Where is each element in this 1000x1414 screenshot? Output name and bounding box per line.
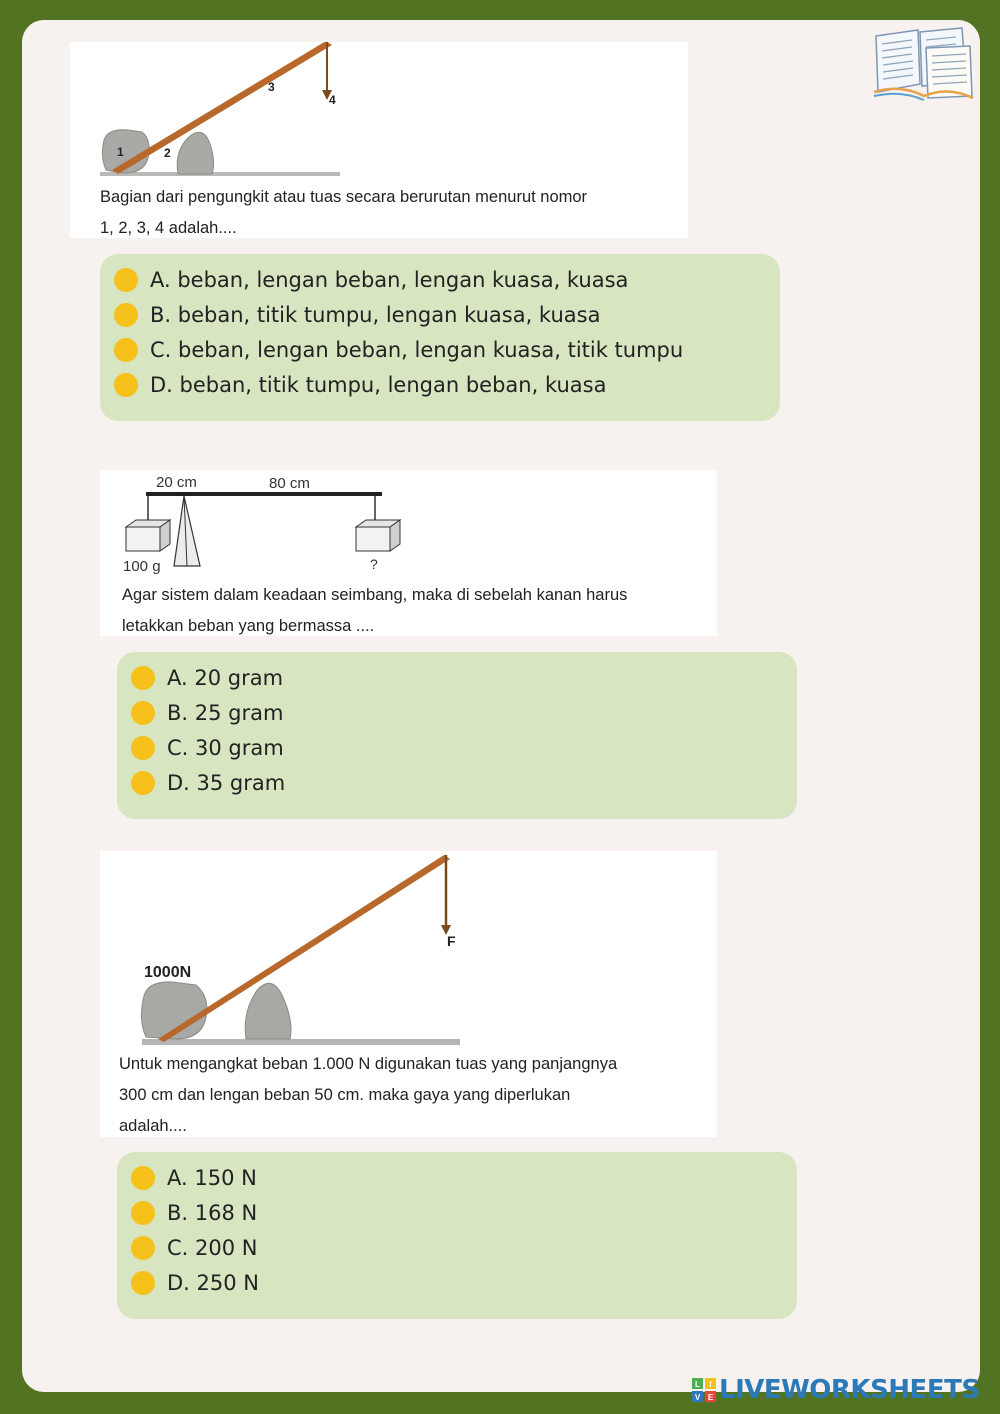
option-label: A. 150 N xyxy=(167,1166,257,1190)
svg-text:L: L xyxy=(695,1380,700,1389)
svg-text:E: E xyxy=(707,1393,714,1402)
lever-diagram-1 xyxy=(70,42,688,177)
label-4: 4 xyxy=(329,93,336,107)
question-3-options xyxy=(117,1152,797,1319)
question-3-line-2: 300 cm dan lengan beban 50 cm. maka gaya yang diperlukan xyxy=(119,1086,571,1104)
load-label: 1000N xyxy=(144,964,192,981)
bullet-icon xyxy=(131,1201,155,1225)
left-arm-label: 20 cm xyxy=(156,474,197,491)
option-label: A. beban, lengan beban, lengan kuasa, kuasa xyxy=(150,268,629,292)
brand-name: LIVEWORKSHEETS xyxy=(719,1375,980,1405)
bullet-icon xyxy=(114,303,138,327)
question-1-text xyxy=(100,182,587,238)
question-3-line-1: Untuk mengangkat beban 1.000 N digunakan tuas yang panjangnya xyxy=(119,1055,618,1073)
option-label: B. 168 N xyxy=(167,1201,258,1225)
question-1-line-2: 1, 2, 3, 4 adalah.... xyxy=(100,219,237,237)
question-2-figure xyxy=(100,470,717,636)
q1-option-d[interactable] xyxy=(114,368,606,402)
option-label: D. beban, titik tumpu, lengan beban, kuasa xyxy=(150,373,607,397)
bullet-icon xyxy=(131,1271,155,1295)
option-label: D. 250 N xyxy=(167,1271,259,1295)
q1-option-a[interactable] xyxy=(114,263,628,297)
q2-option-d[interactable] xyxy=(131,766,285,800)
question-3-figure xyxy=(100,851,717,1137)
bullet-icon xyxy=(131,701,155,725)
bullet-icon xyxy=(114,338,138,362)
lever-diagram-2 xyxy=(100,851,717,1051)
q2-option-b[interactable] xyxy=(131,696,283,730)
bullet-icon xyxy=(131,771,155,795)
q3-option-a[interactable] xyxy=(131,1161,257,1195)
bullet-icon xyxy=(131,1236,155,1260)
question-2-line-1: Agar sistem dalam keadaan seimbang, maka di sebelah kanan harus xyxy=(122,586,628,604)
question-1-options xyxy=(100,254,780,421)
option-label: B. beban, titik tumpu, lengan kuasa, kuasa xyxy=(150,303,601,327)
question-1-figure xyxy=(70,42,688,238)
option-label: B. 25 gram xyxy=(167,701,284,725)
q3-option-b[interactable] xyxy=(131,1196,257,1230)
left-mass-label: 100 g xyxy=(123,558,161,575)
bullet-icon xyxy=(131,666,155,690)
option-label: C. beban, lengan beban, lengan kuasa, titik tumpu xyxy=(150,338,684,362)
question-1-line-1: Bagian dari pengungkit atau tuas secara berurutan menurut nomor xyxy=(100,188,588,206)
liveworksheets-brand[interactable] xyxy=(692,1374,980,1406)
question-3-line-3: adalah.... xyxy=(119,1117,187,1135)
q3-option-d[interactable] xyxy=(131,1266,259,1300)
balance-diagram xyxy=(100,470,717,580)
option-label: A. 20 gram xyxy=(167,666,284,690)
bullet-icon xyxy=(114,373,138,397)
label-3: 3 xyxy=(268,80,275,94)
label-1: 1 xyxy=(117,145,124,159)
q1-option-b[interactable] xyxy=(114,298,600,332)
bullet-icon xyxy=(131,1166,155,1190)
open-book-icon xyxy=(870,26,975,102)
question-2-text xyxy=(122,580,627,636)
q3-option-c[interactable] xyxy=(131,1231,257,1265)
option-label: C. 30 gram xyxy=(167,736,284,760)
question-2-line-2: letakkan beban yang bermassa .... xyxy=(122,617,375,635)
option-label: D. 35 gram xyxy=(167,771,286,795)
q1-option-c[interactable] xyxy=(114,333,683,367)
right-arm-label: 80 cm xyxy=(269,475,310,492)
liveworksheets-logo-icon xyxy=(692,1378,716,1402)
bullet-icon xyxy=(131,736,155,760)
q2-option-a[interactable] xyxy=(131,661,283,695)
unknown-mass-label: ? xyxy=(370,556,378,572)
q2-option-c[interactable] xyxy=(131,731,284,765)
svg-text:V: V xyxy=(694,1393,701,1402)
question-2-options xyxy=(117,652,797,819)
question-3-text xyxy=(119,1049,617,1137)
option-label: C. 200 N xyxy=(167,1236,258,1260)
bullet-icon xyxy=(114,268,138,292)
force-label: F xyxy=(447,933,456,949)
label-2: 2 xyxy=(164,146,171,160)
svg-text:I: I xyxy=(709,1380,712,1389)
